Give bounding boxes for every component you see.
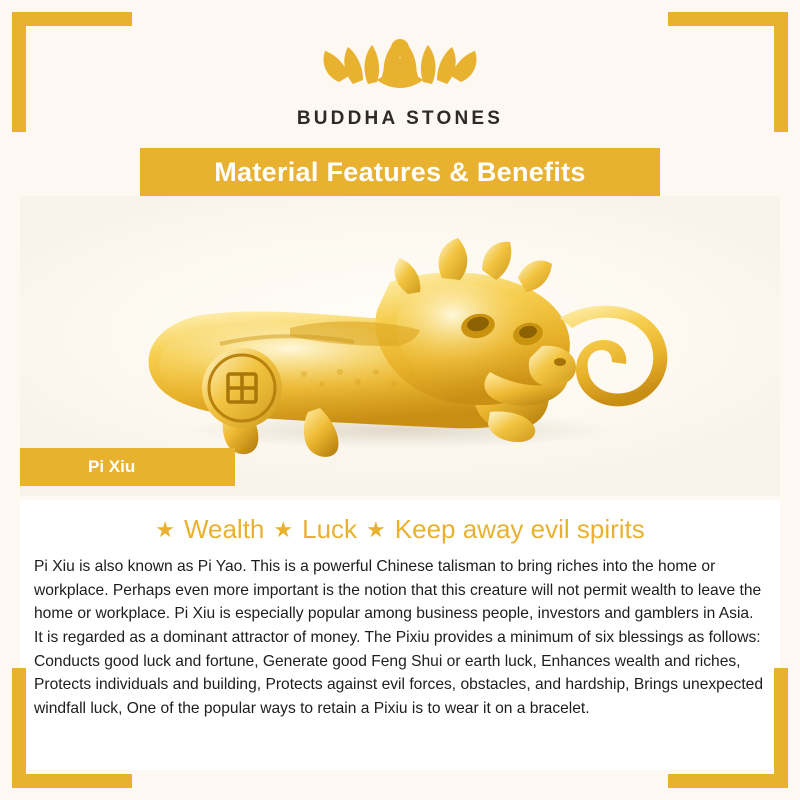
product-caption-tab xyxy=(20,448,235,486)
corner-decoration-top-right-vertical xyxy=(774,12,788,132)
description-panel xyxy=(20,500,780,770)
brand-header xyxy=(0,18,800,138)
star-icon-1: ★ xyxy=(155,516,175,542)
gold-pixiu-pendant-illustration xyxy=(90,222,710,482)
star-icon-3: ★ xyxy=(366,516,386,542)
lotus-meditation-figure-icon xyxy=(305,18,495,104)
benefit-word-evil-spirits: Keep away evil spirits xyxy=(394,514,645,544)
corner-decoration-bottom-left-horizontal xyxy=(12,774,132,788)
description-text: Pi Xiu is also known as Pi Yao. This is a powerful Chinese talisman to bring riches into the home or workplace. Perhaps even more important is the notion that this creature will not permit wealth to leave the home or workplace. Pi Xiu is especially popular among business people, investors and gamblers in Asia. It is regarded as a dominant attractor of money. The Pixiu provides a minimum of six blessings as follows: Conducts good luck and fortune, Generate good Feng Shui or earth luck, Enhances wealth and riches, Protects individuals and building, Protects against evil forces, obstacles, and hardship, Brings unexpected windfall luck, One of the popular ways to retain a Pixiu is to wear it on a bracelet. xyxy=(34,558,763,718)
corner-decoration-bottom-right-horizontal xyxy=(668,774,788,788)
benefits-headline xyxy=(30,514,770,545)
benefit-word-luck: Luck xyxy=(302,514,358,544)
corner-decoration-top-right-horizontal xyxy=(668,12,788,26)
corner-decoration-bottom-left-vertical xyxy=(12,668,26,788)
corner-decoration-top-left-horizontal xyxy=(12,12,132,26)
benefit-word-wealth: Wealth xyxy=(183,514,265,544)
corner-decoration-bottom-right-vertical xyxy=(774,668,788,788)
section-title-banner xyxy=(140,148,660,196)
star-icon-2: ★ xyxy=(273,516,294,542)
product-caption-label: Pi Xiu xyxy=(88,457,136,476)
corner-decoration-top-left-vertical xyxy=(12,12,26,132)
brand-name: BUDDHA STONES xyxy=(296,108,504,129)
page-title: Material Features & Benefits xyxy=(214,156,586,187)
